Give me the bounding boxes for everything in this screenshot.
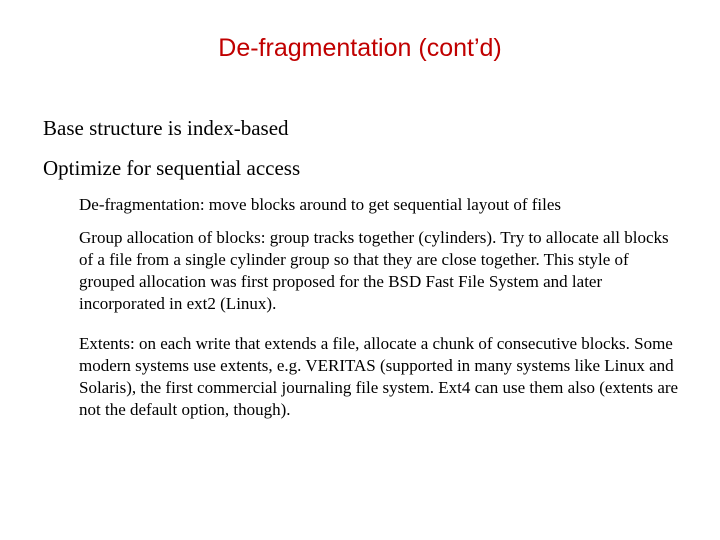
sub-bullet-extents: Extents: on each write that extends a file, allocate a chunk of consecutive blocks. Some modern systems use extents, e.g. VERITAS (supported in many systems like Linux and Solaris), the first commercial journaling file system. Ext4 can use them also (extents are not the default option, though). [79,334,679,419]
slide-title: De-fragmentation (cont’d) [218,34,502,62]
bullet-base-structure: Base structure is index-based [43,116,289,140]
bullet-optimize-sequential: Optimize for sequential access [43,156,301,180]
sub-bullet-group-allocation: Group allocation of blocks: group tracks together (cylinders). Try to allocate all blocks of a file from a single cylinder group so that they are close together. This style of grouped allocation was first proposed for the BSD Fast File System and later incorporated in ext2 (Linux). [79,228,669,313]
sub-bullet-defragmentation: De-fragmentation: move blocks around to get sequential layout of files [79,195,562,214]
